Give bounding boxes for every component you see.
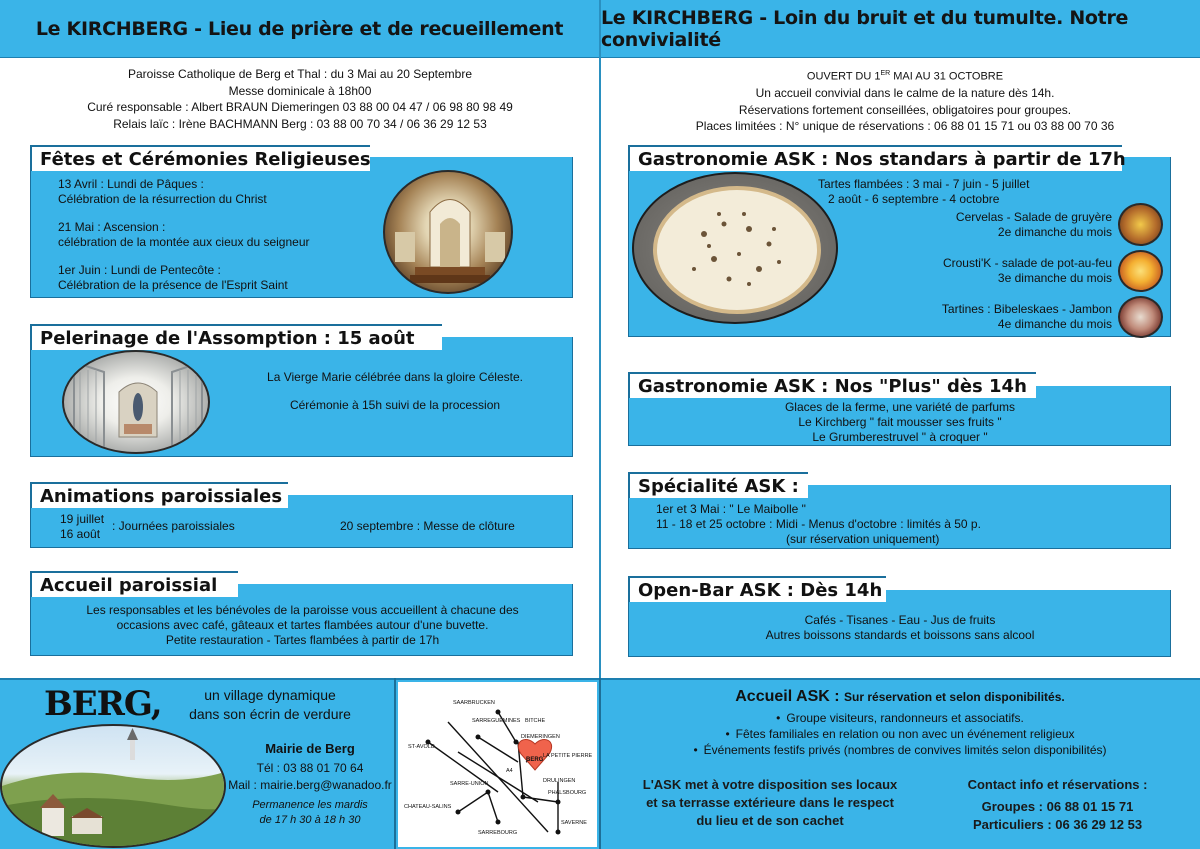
route-map-graphic <box>398 682 597 847</box>
animation-date: 16 août <box>60 527 101 541</box>
menu-item-1 <box>852 210 1112 240</box>
tarte-graphic <box>634 174 838 324</box>
map-label: ST-AVOLD <box>408 744 435 750</box>
left-header-text: Le KIRCHBERG - Lieu de prière et de recueillement <box>35 17 564 40</box>
animation-event-1: : Journées paroissiales <box>112 519 235 533</box>
title-text: Accueil paroissial <box>40 575 218 596</box>
title-text: Spécialité ASK : <box>638 476 799 497</box>
map-label: BITCHE <box>525 718 546 724</box>
specialite-line: 1er et 3 Mai : " Le Maibolle " <box>656 502 806 516</box>
accueil-line: occasions avec café, gâteaux et tartes flambées autour d'une buvette. <box>116 618 489 632</box>
ask-title-main: Accueil ASK : <box>735 688 845 705</box>
section-pelerinage-title <box>30 324 442 350</box>
title-text: Fêtes et Cérémonies Religieuses <box>40 149 371 170</box>
ask-list-item: • Fêtes familiales en relation ou non avec un événement religieux <box>610 726 1190 742</box>
map-label: PHALSBOURG <box>548 790 587 796</box>
pelerinage-line: Cérémonie à 15h suivi de la procession <box>289 398 501 412</box>
menu-item-when: 4e dimanche du mois <box>997 317 1112 331</box>
map-label: BERG <box>526 757 544 763</box>
openbar-text <box>640 613 1160 643</box>
ask-locaux-line: du lieu et de son cachet <box>696 813 844 828</box>
section-fetes-title <box>30 145 370 171</box>
ask-contact <box>930 776 1185 834</box>
gastro14-line: Le Grumberestruvel " à croquer " <box>812 430 988 444</box>
section-specialite-title <box>628 472 808 498</box>
mairie-tel: Tél : 03 88 01 70 64 <box>256 761 364 775</box>
village-graphic <box>2 726 226 848</box>
map-label: SARREBOURG <box>478 830 518 836</box>
section-openbar-title <box>628 576 886 602</box>
crousti-photo <box>1118 250 1163 292</box>
mairie-title: Mairie de Berg <box>265 741 355 756</box>
right-header <box>601 0 1200 58</box>
pelerinage-text <box>230 370 560 413</box>
ask-accueil <box>610 688 1190 758</box>
open-pre: OUVERT DU 1 <box>806 70 881 83</box>
left-header <box>0 0 599 58</box>
tarte-flambee-photo <box>632 172 838 324</box>
right-intro <box>640 66 1170 135</box>
animation-event-2: 20 septembre : Messe de clôture <box>340 519 515 533</box>
ask-title-sub: Sur réservation et selon disponibilités. <box>844 690 1065 704</box>
left-intro <box>30 66 570 132</box>
chapel-graphic <box>64 352 210 454</box>
tartines-photo <box>1118 296 1163 338</box>
gastro14-line: Le Kirchberg " fait mousser ses fruits " <box>798 415 1002 429</box>
map-label: A4 <box>506 768 513 774</box>
menu-item-3 <box>852 302 1112 332</box>
mairie-permanence <box>225 798 395 828</box>
section-gastro-17h-title <box>628 145 1126 171</box>
chapel-photo <box>62 350 210 454</box>
slogan-line: un village dynamique <box>204 687 336 703</box>
contact-particuliers: Particuliers : 06 36 29 12 53 <box>972 817 1143 832</box>
menu-item-name: Tartines : Bibeleskaes - Jambon <box>941 302 1112 316</box>
ask-locaux-line: et sa terrasse extérieure dans le respect <box>646 795 894 810</box>
menu-item-name: Crousti'K - salade de pot-au-feu <box>942 256 1112 270</box>
animations-dates <box>60 512 120 542</box>
ask-title <box>610 688 1190 706</box>
ask-list <box>610 710 1190 758</box>
map-label: SAARBRUCKEN <box>453 700 495 706</box>
openbar-line: Cafés - Tisanes - Eau - Jus de fruits <box>804 613 996 627</box>
mairie-info <box>225 740 395 828</box>
gastro14-line: Glaces de la ferme, une variété de parfums <box>784 400 1016 414</box>
section-gastro-14h-title <box>628 372 1036 398</box>
accueil-line: Les responsables et les bénévoles de la paroisse vous accueillent à chacune des <box>86 603 519 617</box>
perm-line: de 17 h 30 à 18 h 30 <box>259 814 361 826</box>
section-accueil-title <box>30 571 238 597</box>
map-label: SARRE-UNION <box>450 781 489 787</box>
village-photo <box>0 724 226 848</box>
open-post: MAI AU 31 OCTOBRE <box>890 70 1004 83</box>
route-map <box>398 682 597 847</box>
slogan-line: dans son écrin de verdure <box>189 706 351 722</box>
specialite-line: (sur réservation uniquement) <box>786 532 940 546</box>
pelerinage-line: La Vierge Marie célébrée dans la gloire Céleste. <box>267 370 523 384</box>
opening-dates <box>640 66 1170 85</box>
intro-line: Curé responsable : Albert BRAUN Diemeringen 03 88 00 04 47 / 06 98 80 98 49 <box>87 100 513 114</box>
perm-line: Permanence les mardis <box>252 799 368 811</box>
bottom-divider-2 <box>599 678 601 849</box>
intro-line: Messe dominicale à 18h00 <box>228 83 372 98</box>
menu-item-name: Cervelas - Salade de gruyère <box>955 210 1112 224</box>
map-label: LA PETITE PIERRE <box>543 753 593 759</box>
ask-locaux-line: L'ASK met à votre disposition ses locaux <box>642 777 898 792</box>
menu-item-2 <box>852 256 1112 286</box>
title-text: Animations paroissiales <box>40 486 283 507</box>
title-text: Open-Bar ASK : Dès 14h <box>638 580 883 601</box>
menu-item-when: 2e dimanche du mois <box>997 225 1112 239</box>
map-label: DIEMERINGEN <box>521 734 560 740</box>
tartes-line: Tartes flambées : 3 mai - 7 juin - 5 juillet <box>818 177 1030 191</box>
specialite-text <box>656 502 1156 547</box>
fetes-text <box>58 177 378 293</box>
right-header-text: Le KIRCHBERG - Loin du bruit et du tumulte. Notre convivialité <box>601 6 1129 51</box>
fetes-line: Célébration de la présence de l'Esprit Saint <box>58 278 288 292</box>
church-interior-photo <box>383 170 513 294</box>
intro-line: Réservations fortement conseillées, obligatoires pour groupes. <box>738 102 1072 117</box>
open-sup: ER <box>880 70 891 77</box>
church-interior-graphic <box>385 172 513 294</box>
title-text: Gastronomie ASK : Nos standars à partir de 17h <box>638 149 1126 170</box>
accueil-line: Petite restauration - Tartes flambées à partir de 17h <box>165 633 440 647</box>
fetes-line: 1er Juin : Lundi de Pentecôte : <box>58 263 221 277</box>
ask-locaux <box>620 776 920 830</box>
map-label: DRULINGEN <box>543 778 576 784</box>
fetes-line: 13 Avril : Lundi de Pâques : <box>58 177 204 191</box>
title-text: Pelerinage de l'Assomption : 15 août <box>40 328 415 349</box>
contact-title: Contact info et réservations : <box>967 777 1148 792</box>
mairie-mail: Mail : mairie.berg@wanadoo.fr <box>228 778 392 792</box>
berg-slogan <box>170 686 370 724</box>
contact-groupes: Groupes : 06 88 01 15 71 <box>981 799 1134 814</box>
ask-list-item: • Événements festifs privés (nombres de convives limités selon disponibilités) <box>610 742 1190 758</box>
ask-list-item: • Groupe visiteurs, randonneurs et associatifs. <box>610 710 1190 726</box>
berg-title: BERG, <box>44 684 162 724</box>
animation-date: 19 juillet <box>60 512 105 526</box>
title-text: Gastronomie ASK : Nos "Plus" dès 14h <box>638 376 1027 397</box>
section-animations-title <box>30 482 288 508</box>
openbar-line: Autres boissons standards et boissons sans alcool <box>765 628 1035 642</box>
menu-item-when: 3e dimanche du mois <box>997 271 1112 285</box>
map-label: SARREGUEMINES <box>472 718 521 724</box>
cervelas-photo <box>1118 203 1163 246</box>
intro-line: Relais laïc : Irène BACHMANN Berg : 03 88 00 70 34 / 06 36 29 12 53 <box>113 116 487 131</box>
fetes-line: 21 Mai : Ascension : <box>58 220 166 234</box>
accueil-text <box>40 603 565 648</box>
specialite-line: 11 - 18 et 25 octobre : Midi - Menus d'octobre : limités à 50 p. <box>656 517 981 531</box>
fetes-line: Célébration de la résurrection du Christ <box>58 192 267 206</box>
intro-line: Places limitées : N° unique de réservations : 06 88 01 15 71 ou 03 88 00 70 36 <box>695 119 1115 134</box>
gastro14-text <box>640 400 1160 445</box>
intro-line: Paroisse Catholique de Berg et Thal : du 3 Mai au 20 Septembre <box>128 67 472 81</box>
map-label: CHATEAU-SALINS <box>404 804 452 810</box>
intro-line: Un accueil convivial dans le calme de la nature dès 14h. <box>755 86 1055 101</box>
tartes-line: 2 août - 6 septembre - 4 octobre <box>828 192 1000 206</box>
fetes-line: célébration de la montée aux cieux du seigneur <box>58 235 310 249</box>
map-label: SAVERNE <box>561 820 587 826</box>
tartes-dates <box>818 177 1078 207</box>
